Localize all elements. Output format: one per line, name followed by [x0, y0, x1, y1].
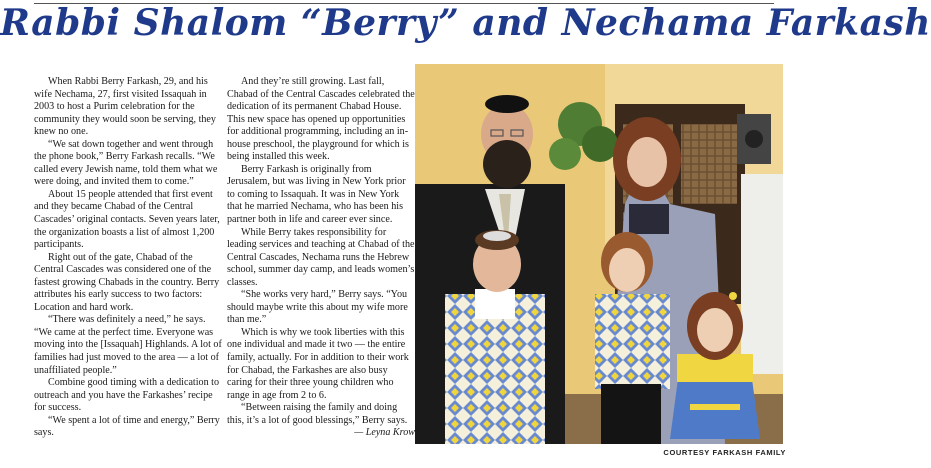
paragraph: Berry Farkash is originally from Jerusalem, but was living in New York prior to coming to Issaquah. It was in New York that he married Nechama, who has been his partner both in life and career ever since. [227, 163, 406, 226]
paragraph: About 15 people attended that first event and they became Chabad of the Central Cascades’ original contacts. Seven years later, the organization boasts a list of almost 1,200 participants. [34, 188, 220, 251]
paragraph: “We spent a lot of time and energy,” Berry says. [34, 414, 220, 439]
article-column-2 [227, 76, 415, 440]
photo-credit: COURTESY FARKASH FAMILY [663, 448, 786, 457]
paragraph: “Between raising the family and doing this, it’s a lot of good blessings,” Berry says. [227, 402, 408, 426]
paragraph: “She works very hard,” Berry says. “You should maybe write this about my wife more than me.” [227, 289, 408, 326]
paragraph: And they’re still growing. Last fall, Chabad of the Central Cascades celebrated the dedication of its permanent Chabad House. This new space has opened up opportunities for additional programming, including an in-house preschool, the playground for which is being installed this week. [227, 76, 415, 163]
family-photo [415, 64, 783, 444]
article-headline: Rabbi Shalom “Berry” and Nechama Farkash [0, 2, 931, 44]
paragraph: When Rabbi Berry Farkash, 29, and his wife Nechama, 27, first visited Issaquah in 2003 to host a Purim celebration for the community they would soon be serving, they knew no one. [34, 76, 216, 138]
article-byline: — Leyna Krow [354, 427, 415, 439]
article-column-1 [34, 76, 222, 440]
paragraph: Right out of the gate, Chabad of the Central Cascades was considered one of the fastest growing Chabads in the country. Berry attributes his early success to two factors: Location and hard work. [34, 251, 220, 313]
paragraph: While Berry takes responsibility for leading services and teaching at Chabad of the Central Cascades, Nechama runs the Hebrew school, summer day camp, and leads women’s classes. [227, 226, 415, 288]
paragraph: “There was definitely a need,” he says. “We came at the perfect time. Everyone was moving into the [Issaquah] Highlands. A lot of families had just moved to the area — a lot of unaffiliated people.” [34, 314, 222, 376]
paragraph: Combine good timing with a dedication to outreach and you have the Farkashes’ recipe for success. [34, 377, 220, 414]
paragraph: “We sat down together and went through the phone book,” Berry Farkash recalls. “We called every Jewish name, told them what we were doing, and invited them to come.” [34, 138, 218, 188]
paragraph: Which is why we took liberties with this one individual and made it two — the entire family, actually. For in addition to their work for Chabad, the Farkashes are also busy caring for their three young children who range in age from 2 to 6. [227, 326, 409, 401]
